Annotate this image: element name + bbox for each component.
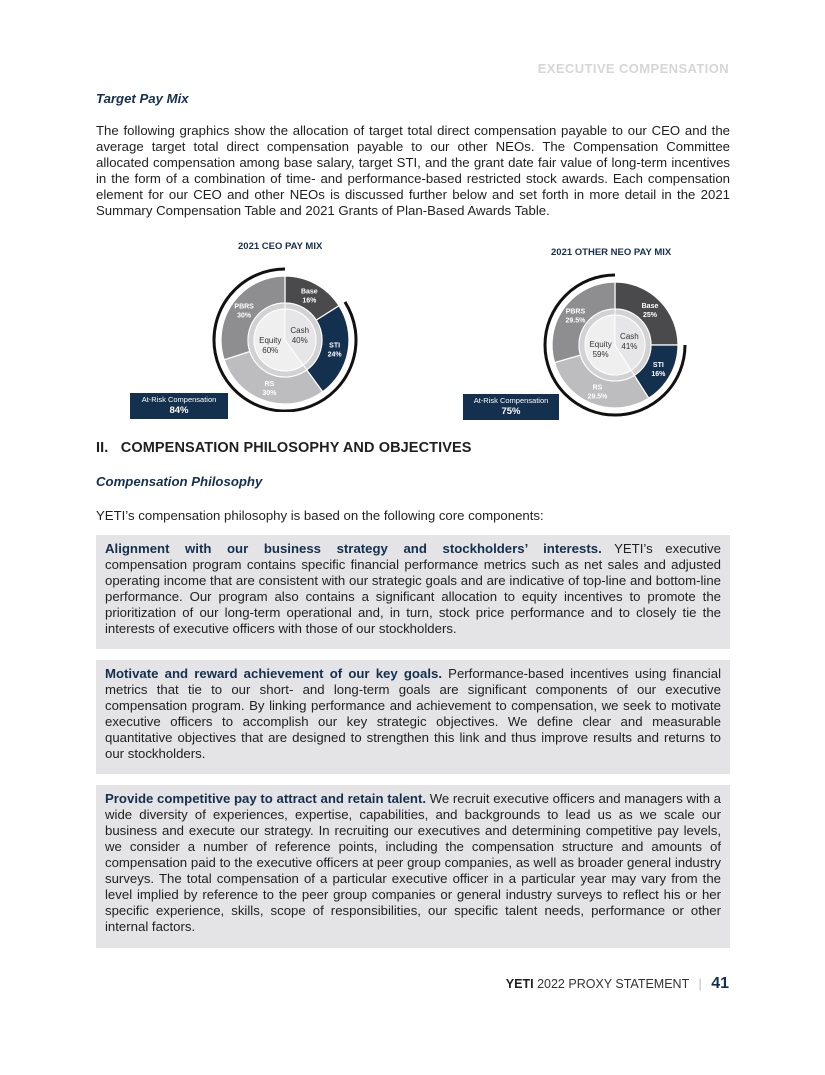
page-footer (506, 975, 729, 993)
competitive-text: We recruit executive officers and managers with a wide diversity of experiences, expertise, capabilities, and backgrounds to lead us as we scale our business and execute our strategy. In recruiting our executives and determining competitive pay levels, we consider a number of reference points, including the compensation structure and amounts of compensation paid to the executive officers at peer group companies, as well as broader general industry surveys. The total compensation of a particular executive officer in a particular year may vary from the level implied by reference to the peer group companies or general industry surveys to reflect his or her specific experience, skills, scope of responsibilities, our specific talent needs, performance or other internal factors. (105, 791, 721, 934)
ceo-chart-title: 2021 CEO PAY MIX (238, 241, 323, 252)
ceo-slice-label-pbrs: PBRS (234, 303, 254, 311)
alignment-lead: Alignment with our business strategy and stockholders’ interests. (105, 541, 602, 556)
neo-inner-value-equity: 59% (592, 350, 609, 360)
ceo-inner-label-equity: Equity (259, 335, 282, 345)
ceo-pay-mix-chart (200, 262, 370, 412)
ceo-inner-label-cash: Cash (290, 326, 310, 336)
ceo-slice-label-base: Base (300, 288, 318, 296)
motivate-text: Performance-based incentives using financial metrics that tie to our short- and long-term goals are significant components of our executive compensation program. By linking performance and achievement to compensation, we seek to motivate executive officers to accomplish our key strategic objectives. We define clear and measurable quantitative objectives that are designed to strengthen this link and thus improve results and returns to our stockholders. (105, 666, 722, 761)
ceo-at-risk-badge (130, 393, 228, 419)
ceo-slice-value-sti: 24% (327, 351, 342, 359)
page-number: 41 (711, 975, 729, 992)
neo-chart-title: 2021 OTHER NEO PAY MIX (551, 247, 672, 258)
neo-at-risk-label: At-Risk Compensation (473, 396, 549, 405)
ceo-at-risk-value: 84% (169, 405, 189, 416)
ceo-slice-value-pbrs: 30% (237, 312, 252, 320)
compensation-philosophy-heading: Compensation Philosophy (96, 474, 263, 489)
neo-inner-label-cash: Cash (620, 331, 639, 341)
neo-inner-value-cash: 41% (621, 341, 638, 351)
neo-at-risk-badge (463, 394, 559, 420)
motivate-lead: Motivate and reward achievement of our key goals. (105, 666, 442, 681)
footer-doc: 2022 PROXY STATEMENT (537, 977, 689, 991)
neo-inner-label-equity: Equity (589, 340, 612, 350)
neo-slice-value-base: 25% (642, 311, 658, 319)
neo-slice-value-rs: 29.5% (587, 393, 608, 401)
neo-slice-value-pbrs: 29.5% (565, 317, 586, 325)
ceo-slice-label-sti: STI (329, 342, 341, 350)
footer-brand: YETI (505, 977, 534, 991)
philosophy-box-alignment (96, 535, 730, 649)
ceo-inner-value-equity: 60% (262, 345, 279, 355)
ceo-at-risk-label: At-Risk Compensation (141, 395, 217, 404)
philosophy-box-competitive (96, 785, 730, 948)
section-header: EXECUTIVE COMPENSATION (537, 61, 729, 76)
target-pay-mix-paragraph: The following graphics show the allocation of target total direct compensation payable to our CEO and the average target total direct compensation payable to our other NEOs. The Compensation Committee allocated compensation among base salary, target STI, and the grant date fair value of long-term incentives in the form of a combination of time- and performance-based restricted stock awards. Each compensation element for our CEO and other NEOs is discussed further below and set forth in more detail in the 2021 Summary Compensation Table and 2021 Grants of Plan-Based Awards Table. (96, 123, 730, 218)
footer-separator: | (698, 977, 702, 991)
ceo-inner-value-cash: 40% (291, 336, 308, 346)
ceo-slice-value-rs: 30% (262, 390, 277, 398)
section-heading: II. COMPENSATION PHILOSOPHY AND OBJECTIVES (96, 440, 472, 456)
alignment-text: YETI’s executive compensation program contains specific financial performance metrics such as net sales and adjusted operating income that are consistent with our strategic goals and are indicative of top-line and bottom-line performance. Our program also contains a significant allocation to equity incentives to promote the prioritization of our long-term operational and, in turn, stock price performance and to closely tie the interests of executive officers with those of our stockholders. (105, 541, 721, 636)
neo-slice-label-sti: STI (652, 361, 664, 369)
ceo-slice-value-base: 16% (302, 297, 317, 305)
neo-slice-label-base: Base (641, 302, 659, 310)
neo-slice-value-sti: 16% (651, 370, 666, 378)
neo-at-risk-value: 75% (501, 406, 521, 417)
neo-slice-label-pbrs: PBRS (565, 308, 586, 316)
neo-slice-label-rs: RS (592, 384, 603, 392)
ceo-slice-label-rs: RS (264, 381, 275, 389)
philosophy-intro: YETI’s compensation philosophy is based on the following core components: (96, 508, 544, 523)
philosophy-box-motivate (96, 660, 730, 774)
target-pay-mix-heading: Target Pay Mix (96, 91, 189, 106)
competitive-lead: Provide competitive pay to attract and retain talent. (105, 791, 427, 806)
